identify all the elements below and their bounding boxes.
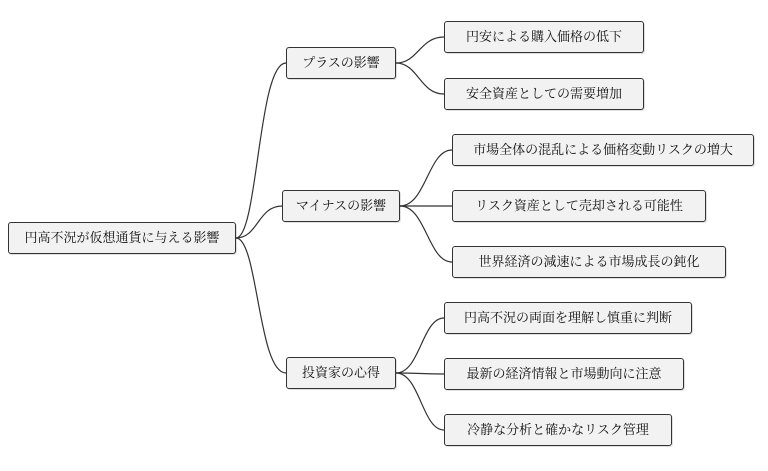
mindmap-leaf-investor-1[interactable] (444, 302, 692, 334)
mindmap-root-node[interactable] (8, 222, 236, 254)
mindmap-branch-investor-label: 投資家の心得 (301, 365, 380, 381)
mindmap-leaf-negative-1[interactable] (452, 134, 754, 166)
mindmap-leaf-label: 世界経済の減速による市場成長の鈍化 (478, 254, 700, 270)
mindmap-leaf-negative-3[interactable] (452, 246, 726, 278)
mindmap-branch-positive-label: プラスの影響 (302, 55, 380, 71)
mindmap-leaf-positive-2[interactable] (444, 78, 644, 110)
mindmap-leaf-negative-2[interactable] (452, 190, 706, 222)
mindmap-leaf-positive-1[interactable] (444, 21, 644, 53)
mindmap-branch-negative-label: マイナスの影響 (295, 198, 387, 214)
mindmap-leaf-label: 円安による購入価格の低下 (465, 29, 622, 45)
mindmap-branch-negative[interactable] (282, 190, 400, 222)
mindmap-leaf-investor-3[interactable] (444, 414, 672, 446)
mindmap-leaf-label: 冷静な分析と確かなリスク管理 (467, 422, 649, 438)
mindmap-branch-positive[interactable] (286, 47, 396, 79)
mindmap-leaf-label: リスク資産として売却される可能性 (475, 198, 683, 214)
mindmap-branch-investor[interactable] (286, 357, 396, 389)
mindmap-leaf-label: 円高不況の両面を理解し慎重に判断 (463, 310, 672, 326)
mindmap-leaf-label: 最新の経済情報と市場動向に注意 (466, 366, 662, 382)
mindmap-leaf-label: 市場全体の混乱による価格変動リスクの増大 (473, 142, 733, 158)
mindmap-leaf-label: 安全資産としての需要増加 (465, 86, 622, 102)
mindmap-root-label: 円高不況が仮想通貨に与える影響 (24, 230, 220, 246)
mindmap-leaf-investor-2[interactable] (444, 358, 684, 390)
